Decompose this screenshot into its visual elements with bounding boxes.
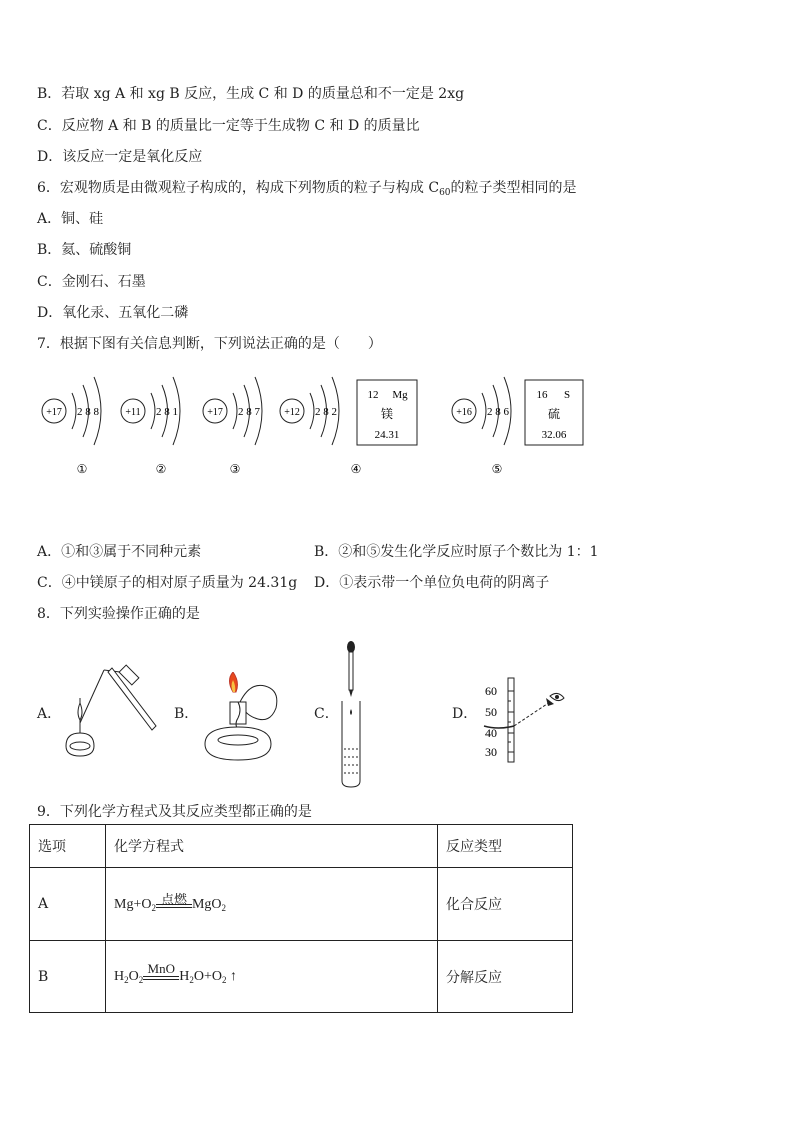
shell-electrons: 2 8 1 bbox=[156, 406, 178, 418]
nucleus-label: +17 bbox=[46, 407, 62, 418]
cylinder-tick-label: 60 bbox=[485, 684, 497, 698]
eq-right: MgO bbox=[191, 896, 222, 912]
q5-option-b: B．若取 xg A 和 xg B 反应，生成 C 和 D 的质量总和不一定是 2xg bbox=[37, 86, 465, 102]
row-b-equation bbox=[106, 941, 438, 1013]
eq-sub: 2 bbox=[151, 902, 156, 913]
diagram-label: ⑤ bbox=[491, 462, 503, 476]
element-name: 硫 bbox=[547, 407, 561, 421]
eq-right: O+O bbox=[193, 969, 222, 984]
q8-label-d: D． bbox=[452, 706, 478, 722]
row-a-equation bbox=[106, 868, 438, 941]
nucleus-label: +16 bbox=[456, 407, 472, 418]
eq-left: H bbox=[114, 969, 125, 984]
row-b-type: 分解反应 bbox=[438, 941, 573, 1013]
eq-condition: 点燃 bbox=[160, 891, 187, 907]
diagram-label: ① bbox=[76, 462, 88, 476]
nucleus-label: +12 bbox=[284, 407, 300, 418]
atom-diagram-3 bbox=[203, 377, 262, 476]
q8-label-c: C． bbox=[314, 706, 339, 722]
q6-option-d: D．氧化汞、五氧化二磷 bbox=[37, 305, 189, 321]
heating-test-tube-illustration bbox=[60, 658, 165, 763]
q5-option-d: D．该反应一定是氧化反应 bbox=[37, 149, 203, 165]
equation bbox=[114, 961, 237, 985]
equation bbox=[114, 891, 227, 913]
atom-diagram-2 bbox=[121, 377, 180, 476]
diagram-label: ② bbox=[155, 462, 167, 476]
q9-table bbox=[29, 824, 573, 1013]
header-reaction-type: 反应类型 bbox=[438, 825, 573, 868]
atomic-mass: 24.31 bbox=[374, 429, 400, 441]
cylinder-tick-label: 30 bbox=[485, 745, 497, 759]
diagram-label: ④ bbox=[350, 462, 362, 476]
shell-electrons: 2 8 6 bbox=[487, 406, 509, 418]
eq-condition: MnO bbox=[147, 961, 175, 976]
shell-electrons: 2 8 8 bbox=[77, 406, 99, 418]
eq-sub: 2 bbox=[221, 902, 227, 913]
q6-option-c: C．金刚石、石墨 bbox=[37, 274, 146, 290]
eq-sub: 2 bbox=[138, 975, 144, 985]
q6-option-a: A．铜、硅 bbox=[37, 211, 104, 227]
q7-option-a: A．①和③属于不同种元素 bbox=[37, 544, 202, 560]
eq-sub: 2 bbox=[189, 975, 194, 985]
atomic-number: 16 bbox=[536, 389, 548, 401]
q6-option-b: B．氦、硫酸铜 bbox=[37, 242, 132, 258]
atom-diagram-5 bbox=[452, 377, 511, 476]
header-option: 选项 bbox=[30, 825, 106, 868]
eq-condition-arrow bbox=[156, 891, 192, 908]
q6-stem-post: 的粒子类型相同的是 bbox=[450, 180, 577, 196]
q7-option-c: C．④中镁原子的相对原子质量为 24.31g bbox=[37, 575, 298, 591]
table-header-row bbox=[30, 825, 573, 868]
q9-stem: 9．下列化学方程式及其反应类型都正确的是 bbox=[37, 804, 312, 820]
cylinder-tick-label: 50 bbox=[485, 705, 497, 719]
q7-option-b: B．②和⑤发生化学反应时原子个数比为 1：1 bbox=[314, 544, 599, 560]
gas-arrow: ↑ bbox=[230, 969, 237, 984]
eq-condition-arrow bbox=[143, 961, 179, 980]
diagram-label: ③ bbox=[229, 462, 241, 476]
alcohol-lamp-lighting-illustration bbox=[200, 672, 285, 762]
q8-label-b: B． bbox=[174, 706, 199, 722]
q6-stem-pre: 6．宏观物质是由微观粒子构成的，构成下列物质的粒子与构成 C bbox=[37, 180, 440, 196]
table-row bbox=[30, 941, 573, 1013]
atom-diagram-4 bbox=[280, 377, 361, 476]
header-equation: 化学方程式 bbox=[106, 825, 438, 868]
nucleus-label: +17 bbox=[207, 407, 223, 418]
element-symbol: S bbox=[563, 389, 571, 401]
graduated-cylinder-reading-illustration bbox=[478, 676, 578, 766]
periodic-card-mg bbox=[357, 380, 417, 445]
element-symbol: Mg bbox=[392, 389, 408, 401]
shell-electrons: 2 8 7 bbox=[238, 406, 260, 418]
shell-electrons: 2 8 2 bbox=[315, 406, 337, 418]
q8-label-a: A． bbox=[37, 706, 62, 722]
q5-option-c: C．反应物 A 和 B 的质量比一定等于生成物 C 和 D 的质量比 bbox=[37, 118, 420, 134]
cylinder-tick-label: 40 bbox=[485, 726, 497, 740]
table-row bbox=[30, 868, 573, 941]
eq-sub: 2 bbox=[124, 975, 129, 985]
row-a-type: 化合反应 bbox=[438, 868, 573, 941]
eq-left: O bbox=[128, 969, 139, 984]
eq-right: H bbox=[179, 969, 190, 984]
periodic-card-s bbox=[525, 380, 583, 445]
nucleus-label: +11 bbox=[125, 407, 141, 418]
q6-stem-sub: 60 bbox=[439, 188, 451, 198]
q8-stem: 8．下列实验操作正确的是 bbox=[37, 606, 200, 622]
atom-structure-diagrams bbox=[30, 365, 610, 490]
eq-left: Mg+O bbox=[114, 896, 152, 912]
atom-diagram-1 bbox=[42, 377, 101, 476]
atomic-mass: 32.06 bbox=[541, 429, 567, 441]
q7-option-d: D．①表示带一个单位负电荷的阴离子 bbox=[314, 575, 550, 591]
q6-stem bbox=[37, 177, 577, 198]
dropper-test-tube-illustration bbox=[336, 641, 366, 789]
atomic-number: 12 bbox=[367, 389, 379, 401]
q7-stem: 7．根据下图有关信息判断，下列说法正确的是（ ） bbox=[37, 336, 382, 352]
eq-sub: 2 bbox=[222, 975, 227, 985]
row-a-option: A bbox=[30, 868, 106, 941]
row-b-option: B bbox=[30, 941, 106, 1013]
element-name: 镁 bbox=[380, 407, 394, 421]
